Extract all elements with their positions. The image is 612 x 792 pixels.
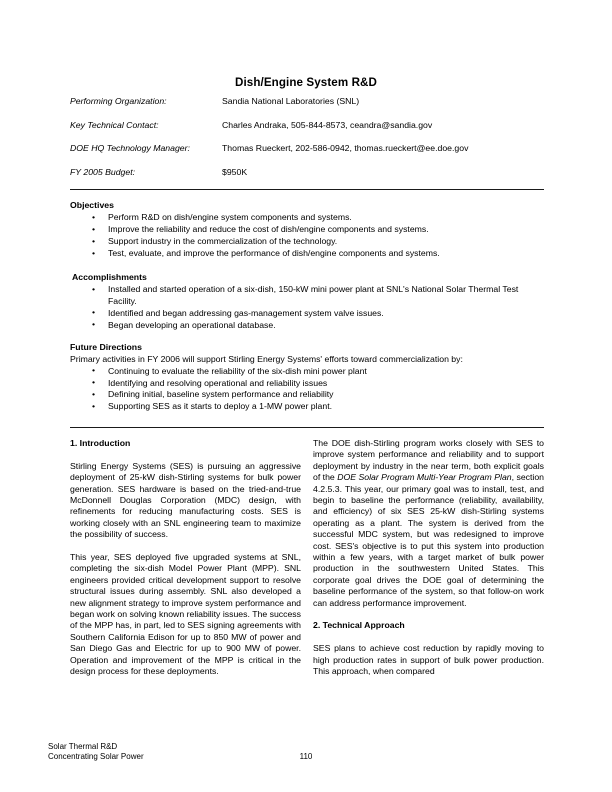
metadata-row: [70, 143, 544, 154]
metadata-label-performing-organization: Performing Organization:: [70, 96, 167, 106]
accomplishments-list: [70, 284, 544, 331]
list-item: • Supporting SES as it starts to deploy a 1-MW power plant.: [70, 401, 544, 412]
future-directions-list: [70, 366, 544, 413]
body-right-column: [313, 438, 544, 678]
metadata-value-key-technical-contact: Charles Andraka, 505-844-8573, ceandra@sandia.gov: [222, 119, 433, 130]
list-item: • Improve the reliability and reduce the cost of dish/engine components and systems.: [70, 224, 544, 235]
future-directions-section: [70, 342, 544, 413]
list-item: • Defining initial, baseline system performance and reliability: [70, 389, 544, 400]
list-item: • Continuing to evaluate the reliability of the six-dish mini power plant: [70, 366, 544, 377]
footer-line-2: Concentrating Solar Power: [48, 751, 144, 761]
spacer: [313, 632, 544, 643]
page-number: 110: [299, 751, 313, 761]
introduction-heading: 1. Introduction: [70, 438, 131, 448]
body-left-column: [70, 438, 301, 678]
accomplishments-section: [70, 272, 544, 331]
metadata-value-performing-organization: Sandia National Laboratories (SNL): [222, 96, 360, 106]
introduction-paragraph-1: Stirling Energy Systems (SES) is pursuing an aggressive deployment of 25-kW dish-Stirling systems for bulk power generation. SES hardware is based on the tried-and-true McDonnell Douglas Corporation (MDC) design, with refinements for reducing manufacturing costs. SES is working closely with an SNL engineering team to maximize the possibility of success.: [70, 460, 301, 540]
technical-approach-heading: 2. Technical Approach: [313, 620, 405, 631]
metadata-block: [70, 96, 544, 190]
page-title: Dish/Engine System R&D: [235, 76, 377, 89]
doe-program-paragraph: [313, 438, 544, 609]
objectives-heading: Objectives: [70, 200, 114, 210]
footer-line-1: Solar Thermal R&D: [48, 742, 118, 751]
future-directions-intro: Primary activities in FY 2006 will support Stirling Energy Systems' efforts toward commercialization by:: [70, 354, 463, 365]
list-item: • Perform R&D on dish/engine system components and systems.: [70, 212, 544, 223]
metadata-label-key-technical-contact: Key Technical Contact:: [70, 119, 159, 130]
technical-approach-paragraph-1: SES plans to achieve cost reduction by rapidly moving to high production rates in support of bulk power production. This approach, when compared: [313, 643, 544, 677]
metadata-row: [70, 96, 544, 107]
introduction-paragraph-2: This year, SES deployed five upgraded systems at SNL, completing the six-dish Model Power Plant (MPP). SNL engineers provided critical development support to resolve structural issues during assembly. SNL also developed a new alignment strategy to improve system performance and began work on solving known reliability issues. The success of the MPP has, in part, led to SES signing agreements with Southern California Edison for up to 850 MW of power and San Diego Gas and Electric for up to 900 MW of power. Operation and improvement of the MPP is critical in the design process for these deployments.: [70, 552, 301, 677]
accomplishments-heading: Accomplishments: [72, 272, 147, 282]
metadata-row: [70, 120, 544, 131]
metadata-row: [70, 167, 544, 178]
spacer: [313, 609, 544, 620]
doe-program-text-part-b: , section 4.2.5.3. This year, our primary goal was to install, test, and begin to baseline the performance (reliability, availability, and efficiency) of six SES 25-kW dish-Stirling systems operating as a plant. The system is derived from the successful MDC system, but was redesigned to improve cost. SES's objective is to put this system into production within a few years, with a target market of bulk power production in the southwestern United States. This corporate goal drives the DOE goal of determining the baseline performance of the system, so that follow-on work can address performance improvement.: [313, 472, 545, 608]
metadata-label-fy-2005-budget: FY 2005 Budget:: [70, 166, 136, 177]
page-footer: [0, 742, 612, 770]
spacer: [70, 541, 301, 552]
horizontal-rule-top: [70, 189, 544, 190]
list-item: • Began developing an operational database.: [70, 320, 544, 331]
objectives-section: [70, 200, 544, 260]
list-item: • Identifying and resolving operational and reliability issues: [70, 378, 544, 389]
list-item: • Installed and started operation of a six-dish, 150-kW mini power plant at SNL's National Solar Thermal Test Facility.: [70, 284, 544, 307]
list-item: • Identified and began addressing gas-management system valve issues.: [70, 308, 544, 319]
metadata-value-doe-hq-technology-manager: Thomas Rueckert, 202-586-0942, thomas.rueckert@ee.doe.gov: [222, 143, 469, 154]
objectives-list: [70, 212, 544, 259]
metadata-label-doe-hq-technology-manager: DOE HQ Technology Manager:: [70, 143, 190, 154]
metadata-value-fy-2005-budget: $950K: [222, 166, 248, 177]
horizontal-rule-bottom: [70, 427, 544, 428]
spacer: [70, 449, 301, 460]
doe-program-plan-title: DOE Solar Program Multi-Year Program Plan: [337, 472, 512, 483]
doe-program-text-part-a: The DOE dish-Stirling program works closely with SES to improve system performance and reliability and to support deployment by industry in the near term, both explicit goals of the: [313, 438, 544, 483]
future-directions-heading: Future Directions: [70, 342, 142, 352]
list-item: • Support industry in the commercialization of the technology.: [70, 236, 544, 247]
list-item: • Test, evaluate, and improve the performance of dish/engine components and systems.: [70, 248, 544, 259]
